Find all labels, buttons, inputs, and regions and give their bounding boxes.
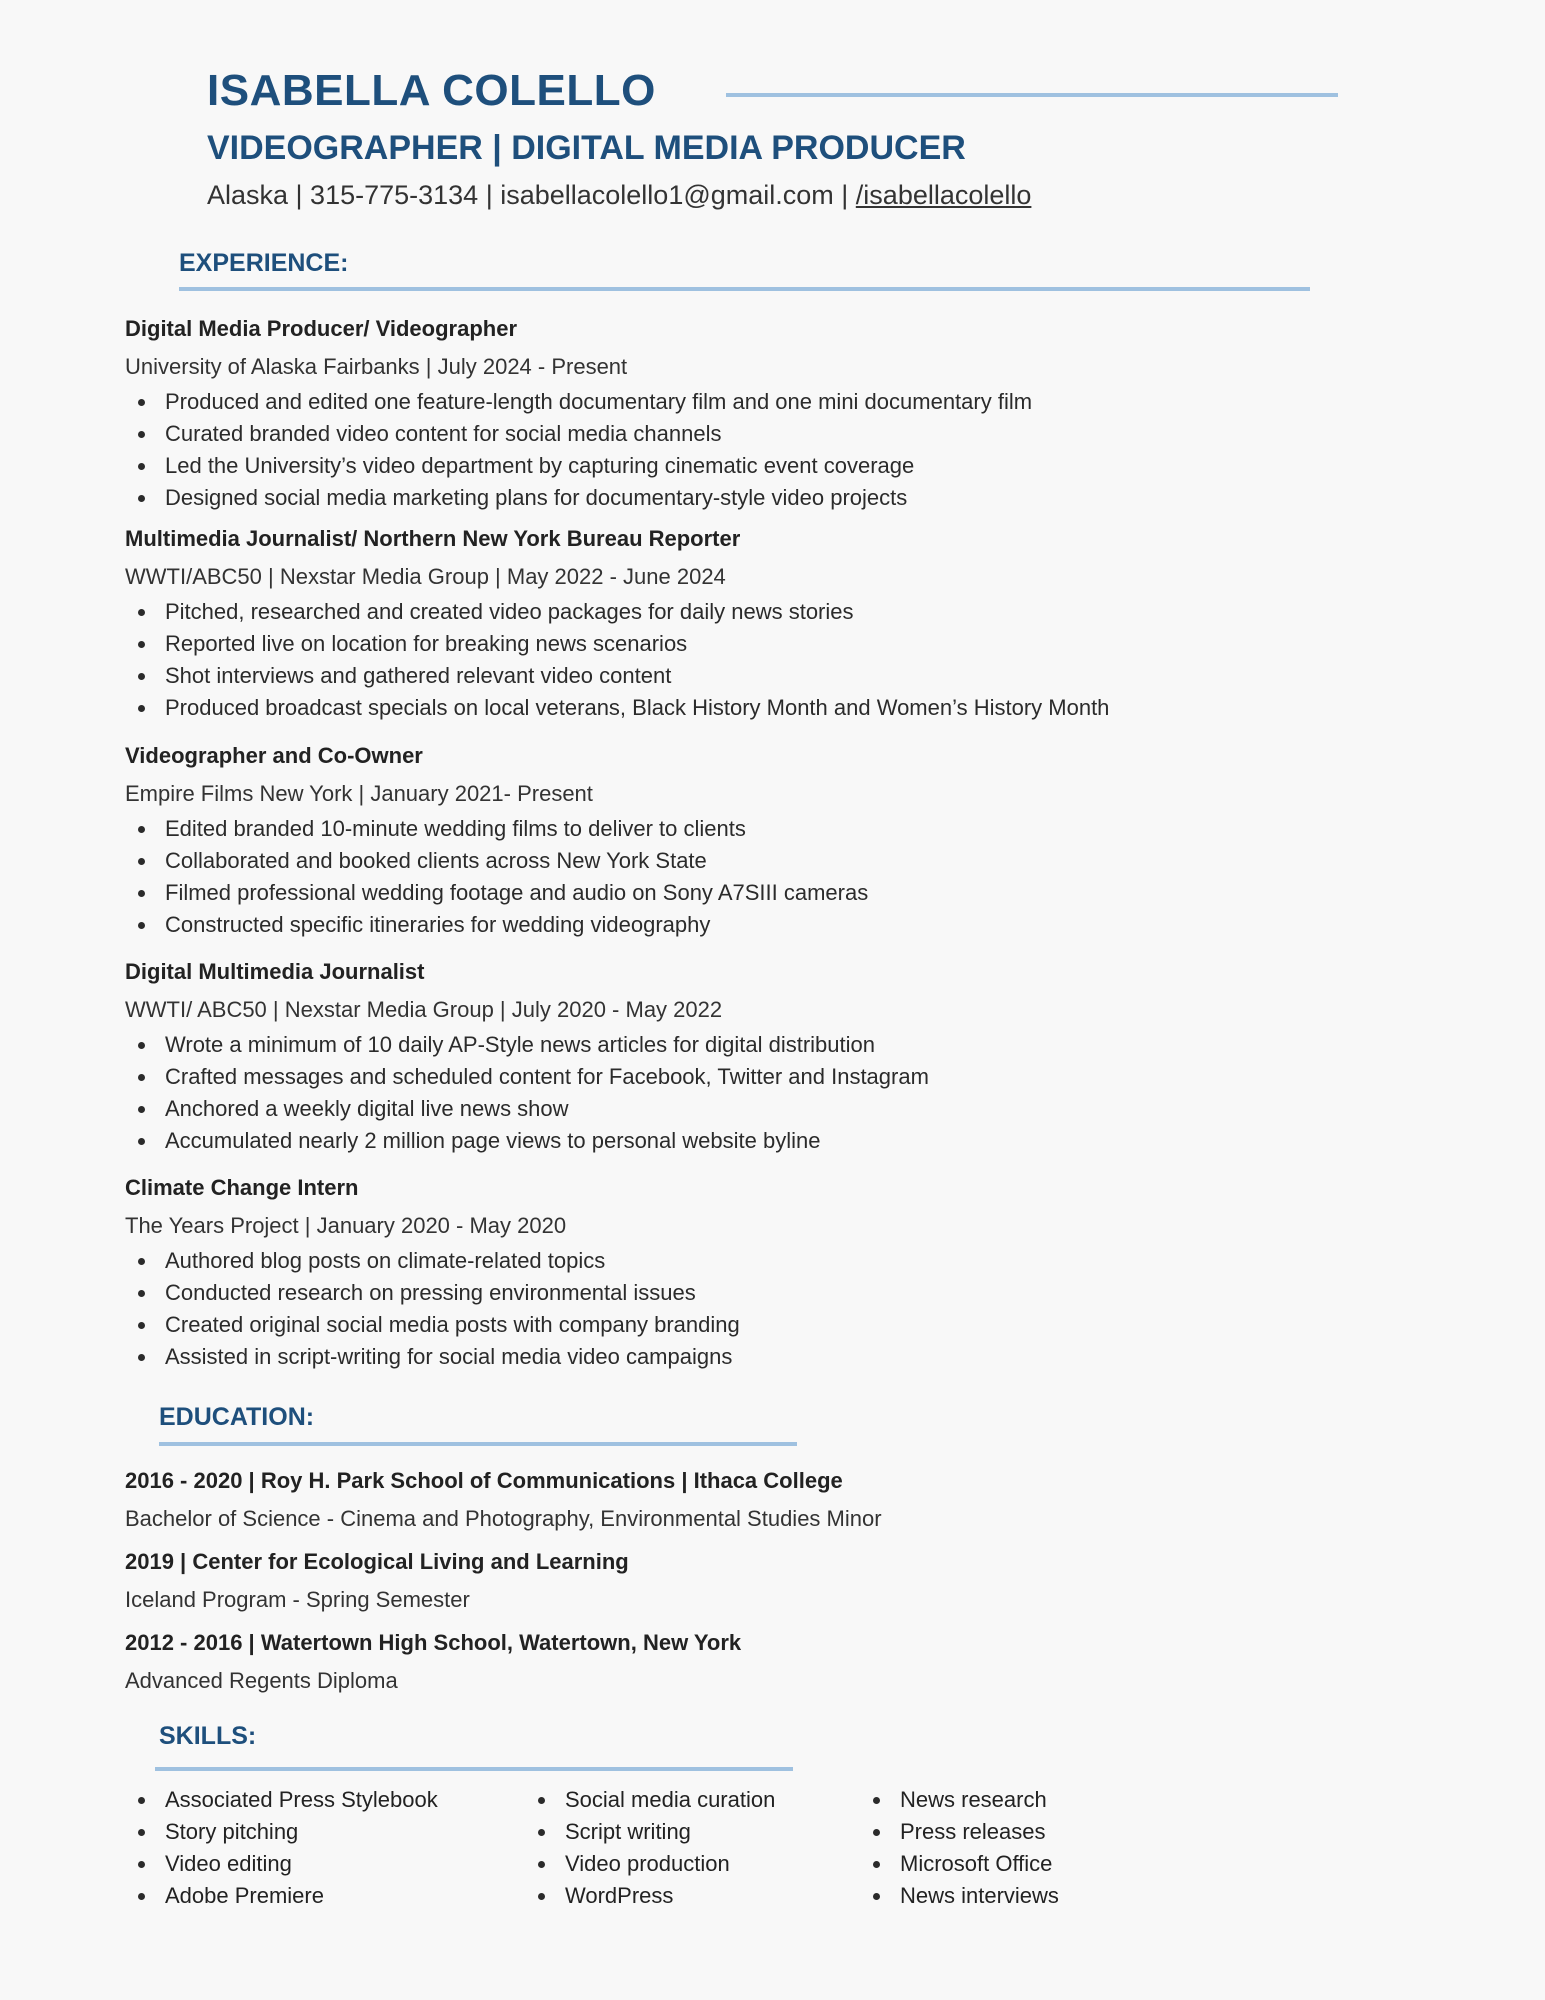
list-item: Press releases xyxy=(860,1816,1059,1848)
list-item: WordPress xyxy=(525,1880,775,1912)
education-heading: EDUCATION: xyxy=(159,1403,315,1431)
skills-column xyxy=(525,1784,775,1912)
list-item: Collaborated and booked clients across New York State xyxy=(125,845,1425,877)
candidate-name: ISABELLA COLELLO xyxy=(207,66,656,115)
experience-job xyxy=(125,520,1425,724)
list-item: Filmed professional wedding footage and audio on Sony A7SIII cameras xyxy=(125,877,1425,909)
list-item: Produced and edited one feature-length documentary film and one mini documentary film xyxy=(125,386,1425,418)
list-item: Anchored a weekly digital live news show xyxy=(125,1093,1425,1125)
list-item: Wrote a minimum of 10 daily AP-Style news articles for digital distribution xyxy=(125,1029,1425,1061)
job-title: Digital Multimedia Journalist xyxy=(125,959,425,984)
education-divider xyxy=(159,1442,797,1446)
list-item: Pitched, researched and created video packages for daily news stories xyxy=(125,596,1425,628)
list-item: Curated branded video content for social media channels xyxy=(125,418,1425,450)
job-title: Videographer and Co-Owner xyxy=(125,743,423,768)
job-title: Multimedia Journalist/ Northern New York Bureau Reporter xyxy=(125,526,741,551)
list-item: News research xyxy=(860,1784,1059,1816)
list-item: Reported live on location for breaking news scenarios xyxy=(125,628,1425,660)
job-bullets xyxy=(125,1245,1425,1373)
experience-heading: EXPERIENCE: xyxy=(179,249,349,277)
list-item: Designed social media marketing plans for documentary-style video projects xyxy=(125,482,1425,514)
skills-list xyxy=(525,1784,775,1912)
list-item: Social media curation xyxy=(525,1784,775,1816)
education-entry xyxy=(125,1624,1425,1700)
list-item: Assisted in script-writing for social media video campaigns xyxy=(125,1341,1425,1373)
job-title: Digital Media Producer/ Videographer xyxy=(125,316,518,341)
contact-details: Alaska | 315-775-3134 | isabellacolello1@gmail.com | xyxy=(207,180,856,210)
education-heading-line: 2019 | Center for Ecological Living and Learning xyxy=(125,1549,629,1574)
list-item: Created original social media posts with company branding xyxy=(125,1309,1425,1341)
experience-job xyxy=(125,737,1425,941)
experience-divider xyxy=(179,287,1310,291)
list-item: Crafted messages and scheduled content for Facebook, Twitter and Instagram xyxy=(125,1061,1425,1093)
list-item: Video production xyxy=(525,1848,775,1880)
list-item: Authored blog posts on climate-related topics xyxy=(125,1245,1425,1277)
list-item: Edited branded 10-minute wedding films to deliver to clients xyxy=(125,813,1425,845)
education-detail: Iceland Program - Spring Semester xyxy=(125,1587,470,1612)
list-item: Shot interviews and gathered relevant video content xyxy=(125,660,1425,692)
skills-heading: SKILLS: xyxy=(159,1722,257,1750)
education-detail: Bachelor of Science - Cinema and Photography, Environmental Studies Minor xyxy=(125,1506,882,1531)
job-bullets xyxy=(125,813,1425,941)
job-meta: Empire Films New York | January 2021- Present xyxy=(125,781,593,806)
job-title: Climate Change Intern xyxy=(125,1175,359,1200)
list-item: Script writing xyxy=(525,1816,775,1848)
list-item: Microsoft Office xyxy=(860,1848,1059,1880)
list-item: Adobe Premiere xyxy=(125,1880,438,1912)
education-heading-line: 2016 - 2020 | Roy H. Park School of Communications | Ithaca College xyxy=(125,1468,843,1493)
skills-divider xyxy=(155,1767,793,1771)
skills-column xyxy=(860,1784,1059,1912)
job-bullets xyxy=(125,596,1425,724)
experience-job xyxy=(125,1169,1425,1373)
job-bullets xyxy=(125,386,1425,514)
candidate-subtitle: VIDEOGRAPHER | DIGITAL MEDIA PRODUCER xyxy=(207,129,966,167)
list-item: Accumulated nearly 2 million page views to personal website byline xyxy=(125,1125,1425,1157)
education-entry xyxy=(125,1543,1425,1619)
contact-line xyxy=(207,180,1031,211)
job-meta: WWTI/ ABC50 | Nexstar Media Group | July 2020 - May 2022 xyxy=(125,997,723,1022)
experience-job xyxy=(125,310,1425,514)
education-heading-line: 2012 - 2016 | Watertown High School, Watertown, New York xyxy=(125,1630,742,1655)
job-meta: University of Alaska Fairbanks | July 2024 - Present xyxy=(125,354,628,379)
skills-list xyxy=(860,1784,1059,1912)
profile-link[interactable]: /isabellacolello xyxy=(855,180,1032,210)
list-item: Produced broadcast specials on local veterans, Black History Month and Women’s History Month xyxy=(125,692,1425,724)
job-meta: WWTI/ABC50 | Nexstar Media Group | May 2022 - June 2024 xyxy=(125,564,726,589)
job-meta: The Years Project | January 2020 - May 2020 xyxy=(125,1213,567,1238)
list-item: Story pitching xyxy=(125,1816,438,1848)
list-item: Conducted research on pressing environmental issues xyxy=(125,1277,1425,1309)
education-detail: Advanced Regents Diploma xyxy=(125,1668,398,1693)
skills-list xyxy=(125,1784,438,1912)
list-item: Led the University’s video department by capturing cinematic event coverage xyxy=(125,450,1425,482)
list-item: Associated Press Stylebook xyxy=(125,1784,438,1816)
list-item: Constructed specific itineraries for wedding videography xyxy=(125,909,1425,941)
job-bullets xyxy=(125,1029,1425,1157)
list-item: Video editing xyxy=(125,1848,438,1880)
skills-column xyxy=(125,1784,438,1912)
education-entry xyxy=(125,1462,1425,1538)
list-item: News interviews xyxy=(860,1880,1059,1912)
header-divider xyxy=(726,93,1338,97)
experience-job xyxy=(125,953,1425,1157)
